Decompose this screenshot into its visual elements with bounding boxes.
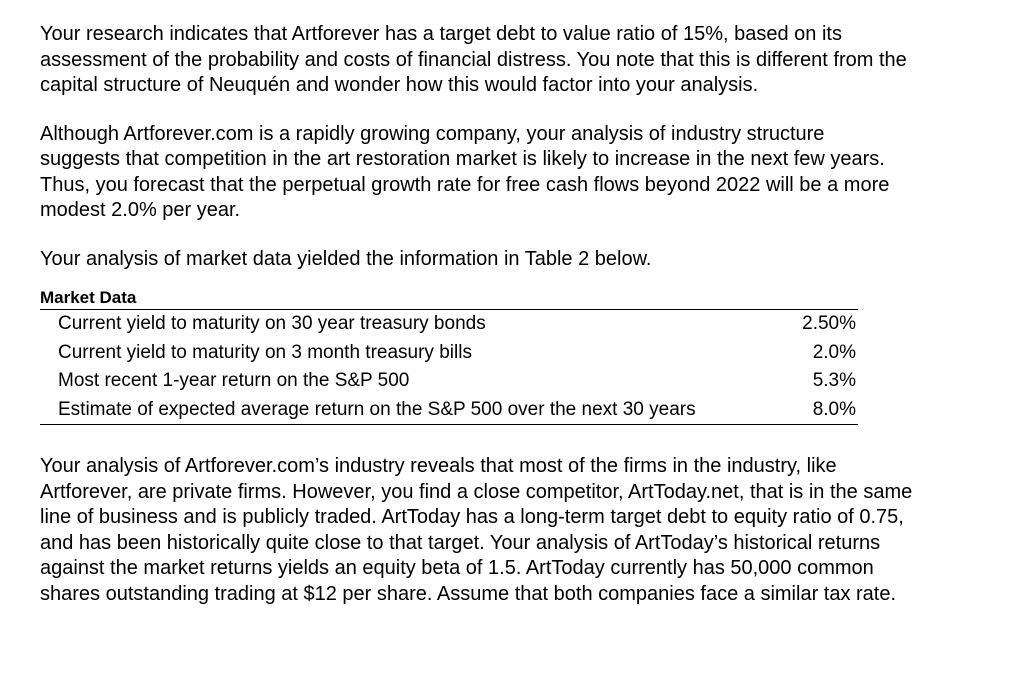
row-label: Current yield to maturity on 3 month treasury bills	[58, 341, 472, 363]
row-label: Current yield to maturity on 30 year treasury bonds	[58, 313, 486, 334]
paragraph-market-data-intro: Your analysis of market data yielded the information in Table 2 below.	[40, 247, 652, 270]
table-bottom-rule	[40, 424, 858, 425]
row-value: 2.50%	[802, 313, 856, 334]
table-row	[40, 339, 858, 368]
market-data-table	[40, 288, 858, 425]
row-value: 5.3%	[812, 370, 856, 391]
paragraph-growth-rate: Although Artforever.com is a rapidly growing company, your analysis of industry structure suggests that competition in the art restoration market is likely to increase in the next few years. Thus, you forecast that the perpetual growth rate for free cash flows beyond 2022 will be a more modest 2.0% per year.	[40, 122, 890, 221]
row-label: Most recent 1-year return on the S&P 500	[58, 370, 410, 391]
document-page	[40, 22, 940, 607]
row-value: 8.0%	[812, 398, 856, 420]
market-data-grid	[40, 310, 858, 424]
table-row	[40, 396, 858, 425]
row-label: Estimate of expected average return on the S&P 500 over the next 30 years	[58, 398, 696, 420]
table-row	[40, 310, 858, 339]
row-value: 2.0%	[812, 341, 856, 363]
table-title: Market Data	[40, 288, 858, 310]
table-row	[40, 367, 858, 396]
paragraph-competitor-analysis: Your analysis of Artforever.com’s industry reveals that most of the firms in the industry, like Artforever, are private firms. However, you find a close competitor, ArtToday.net, that is in the same line of business and is publicly traded. ArtToday has a long-term target debt to equity ratio of 0.75, and has been historically quite close to that target. Your analysis of ArtToday’s historical returns against the market returns yields an equity beta of 1.5. ArtToday currently has 50,000 common shares outstanding trading at $12 per share. Assume that both companies face a similar tax rate.	[40, 455, 913, 605]
paragraph-target-debt: Your research indicates that Artforever has a target debt to value ratio of 15%, based on its assessment of the probability and costs of financial distress. You note that this is different from the capital structure of Neuquén and wonder how this would factor into your analysis.	[40, 23, 907, 96]
